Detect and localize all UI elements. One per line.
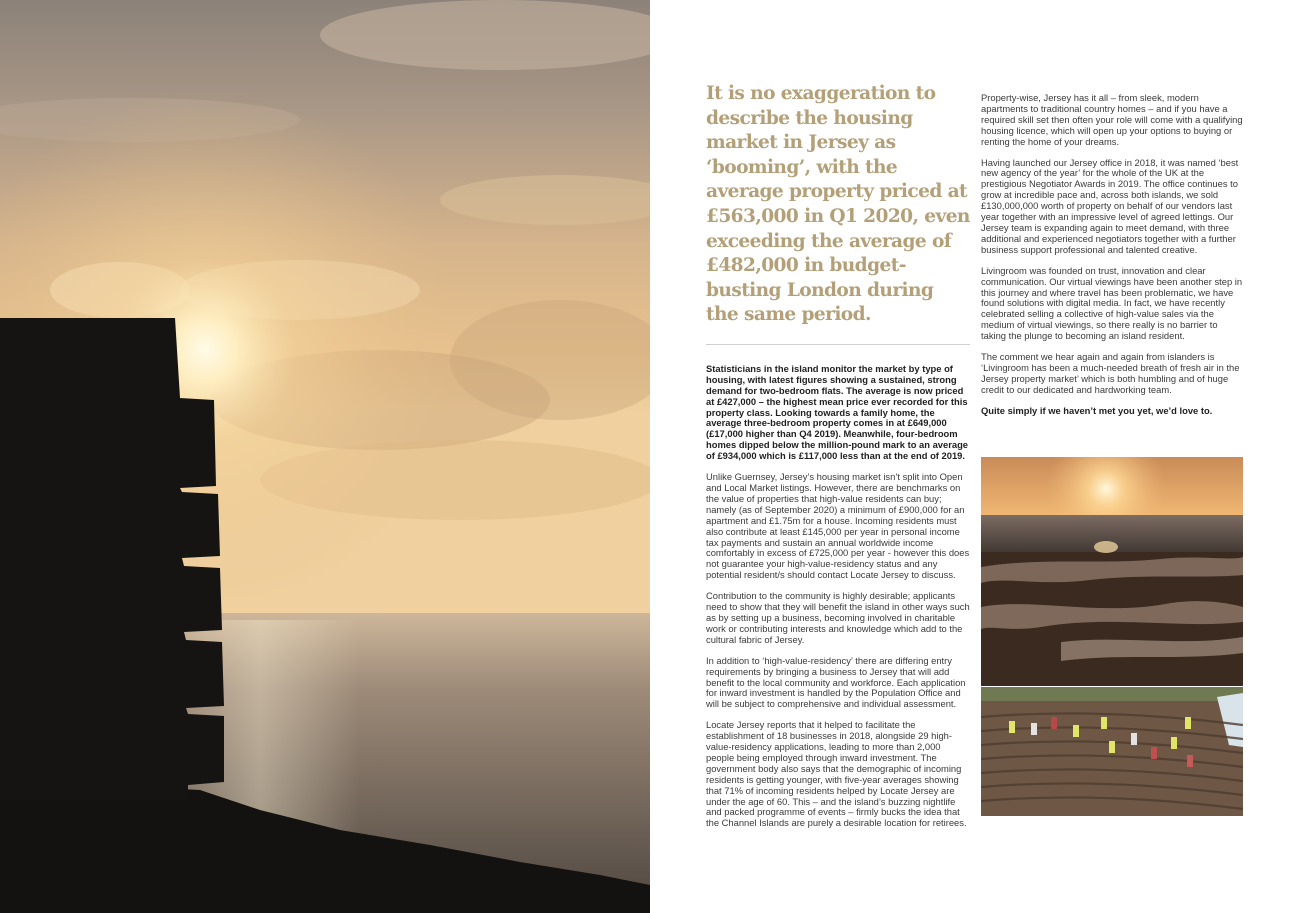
- paragraph-property-wise: Property-wise, Jersey has it all – from sleek, modern apartments to traditional country homes – and if you have a required skill set then often your role will come with a qualifying housing licence, which will open up your options to buying or renting the home of your dreams.: [981, 92, 1243, 147]
- article-column-left: [706, 82, 970, 839]
- beach-sunset-photo: [981, 457, 1243, 686]
- divider-rule: [706, 344, 970, 345]
- paragraph-jersey-office: Having launched our Jersey office in 2018, it was named ‘best new agency of the year’ for the whole of the UK at the prestigious Negotiator Awards in 2019. The office continues to grow at incredible pace and, across both islands, we sold £130,000,000 worth of property on behalf of our vendors last year together with an impressive level of agreed lettings. Our Jersey team is expanding again to meet demand, with three additional and experienced negotiators together with a further business support professional and talented creative.: [981, 156, 1239, 255]
- article-column-right: [981, 93, 1243, 417]
- paragraph-islanders-comment: The comment we hear again and again from islanders is ‘Livingroom has been a much-needed breath of fresh air in the Jersey property market’ which is both humbling and of huge credit to our dedicated and hardworking team.: [981, 351, 1240, 395]
- pull-quote: It is no exaggeration to describe the housing market in Jersey as ‘booming’, with the average property priced at £563,000 in Q1 2020, even exceeding the average of £482,000 in budget-busting London during the same period.: [706, 83, 970, 326]
- paragraph-residency-benchmarks: Unlike Guernsey, Jersey’s housing market isn’t split into Open and Local Market listings. However, there are benchmarks on the value of properties that high-value residents can buy; namely (as of September 2020) a minimum of £900,000 for an apartment and £1.75m for a house. Incoming residents must also contribute at least £145,000 per year in personal income tax payments and sustain an annual worldwide income comfortably in excess of £725,000 per year - however this does not guarantee your high-value-residency status and any potential resident/s should contact Locate Jersey to discuss.: [706, 471, 970, 581]
- lead-paragraph: Statisticians in the island monitor the market by type of housing, with latest figures showing a sustained, strong demand for two-bedroom flats. The average is now priced at £427,000 – the highest mean price ever recorded for this property class. Looking towards a family home, the average three-bedroom property comes in at £649,000 (£17,000 higher than Q4 2019). Meanwhile, four-bedroom homes dipped below the million-pound mark to an average of £934,000 which is £117,000 less than at the end of 2019.: [706, 362, 969, 462]
- field-workers-photo: [981, 687, 1243, 816]
- paragraph-livingroom-founded: Livingroom was founded on trust, innovation and clear communication. Our virtual viewings have been another step in this journey and where travel has been problematic, we have found solutions with digital media. In fact, we have recently celebrated selling a collective of high-value sales via the medium of virtual viewings, so there really is no barrier to taking the plunge to becoming an island resident.: [981, 264, 1243, 342]
- paragraph-community-contribution: Contribution to the community is highly desirable; applicants need to show that they will benefit the island in other ways such as by setting up a business, becoming involved in charitable work or contributing interests and knowledge which add to the cultural fabric of Jersey.: [706, 590, 970, 645]
- paragraph-locate-jersey: Locate Jersey reports that it helped to facilitate the establishment of 18 businesses in 2018, alongside 29 high-value-residency applications, leading to more than 2,000 people being employed through inward investment. The government body also says that the demographic of incoming residents is getting younger, with five-year averages showing that 71% of incoming residents helped by Locate Jersey are under the age of 60. This – and the island’s buzzing nightlife and packed programme of events – firmly bucks the idea that the Channel Islands are purely a desirable location for retirees.: [706, 719, 967, 829]
- paragraph-business-entry: In addition to ‘high-value-residency’ there are differing entry requirements by bringing a business to Jersey that will add benefit to the local community and workforce. Each application for inward investment is handled by the Population Office and will be subject to comprehensive and individual assessment.: [706, 654, 966, 710]
- closing-line: Quite simply if we haven’t met you yet, we’d love to.: [981, 404, 1213, 416]
